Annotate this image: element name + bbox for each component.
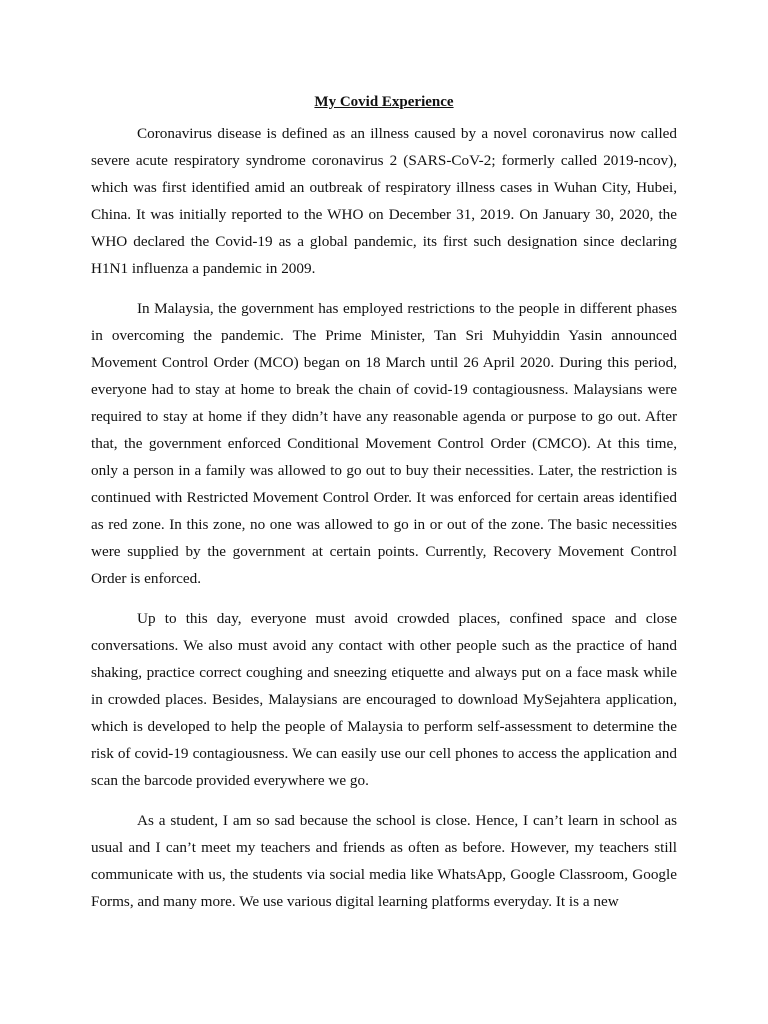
- paragraph-student-experience: As a student, I am so sad because the school is close. Hence, I can’t learn in school as usual and I can’t meet my teachers and friends as often as before. However, my teachers still communicate with us, the students via social media like WhatsApp, Google Classroom, Google Forms, and many more. We use various digital learning platforms everyday. It is a new: [91, 812, 677, 910]
- paragraph-precautions: Up to this day, everyone must avoid crowded places, confined space and close conversations. We also must avoid any contact with other people such as the practice of hand shaking, practice correct coughing and sneezing etiquette and always put on a face mask while in crowded places. Besides, Malaysians are encouraged to download MySejahtera application, which is developed to help the people of Malaysia to perform self-assessment to determine the risk of covid-19 contagiousness. We can easily use our cell phones to access the application and scan the barcode provided everywhere we go.: [91, 610, 677, 789]
- paragraph-malaysia-restrictions: In Malaysia, the government has employed restrictions to the people in different phases in overcoming the pandemic. The Prime Minister, Tan Sri Muhyiddin Yasin announced Movement Control Order (MCO) began on 18 March until 26 April 2020. During this period, everyone had to stay at home to break the chain of covid-19 contagiousness. Malaysians were required to stay at home if they didn’t have any reasonable agenda or purpose to go out. After that, the government enforced Conditional Movement Control Order (CMCO). At this time, only a person in a family was allowed to go out to buy their necessities. Later, the restriction is continued with Restricted Movement Control Order. It was enforced for certain areas identified as red zone. In this zone, no one was allowed to go in or out of the zone. The basic necessities were supplied by the government at certain points. Currently, Recovery Movement Control Order is enforced.: [91, 300, 677, 587]
- paragraph-covid-definition: Coronavirus disease is defined as an illness caused by a novel coronavirus now called severe acute respiratory syndrome coronavirus 2 (SARS-CoV-2; formerly called 2019-ncov), which was first identified amid an outbreak of respiratory illness cases in Wuhan City, Hubei, China. It was initially reported to the WHO on December 31, 2019. On January 30, 2020, the WHO declared the Covid-19 as a global pandemic, its first such designation since declaring H1N1 influenza a pandemic in 2009.: [91, 125, 677, 277]
- document-page: [91, 92, 677, 928]
- document-title: My Covid Experience: [314, 94, 454, 110]
